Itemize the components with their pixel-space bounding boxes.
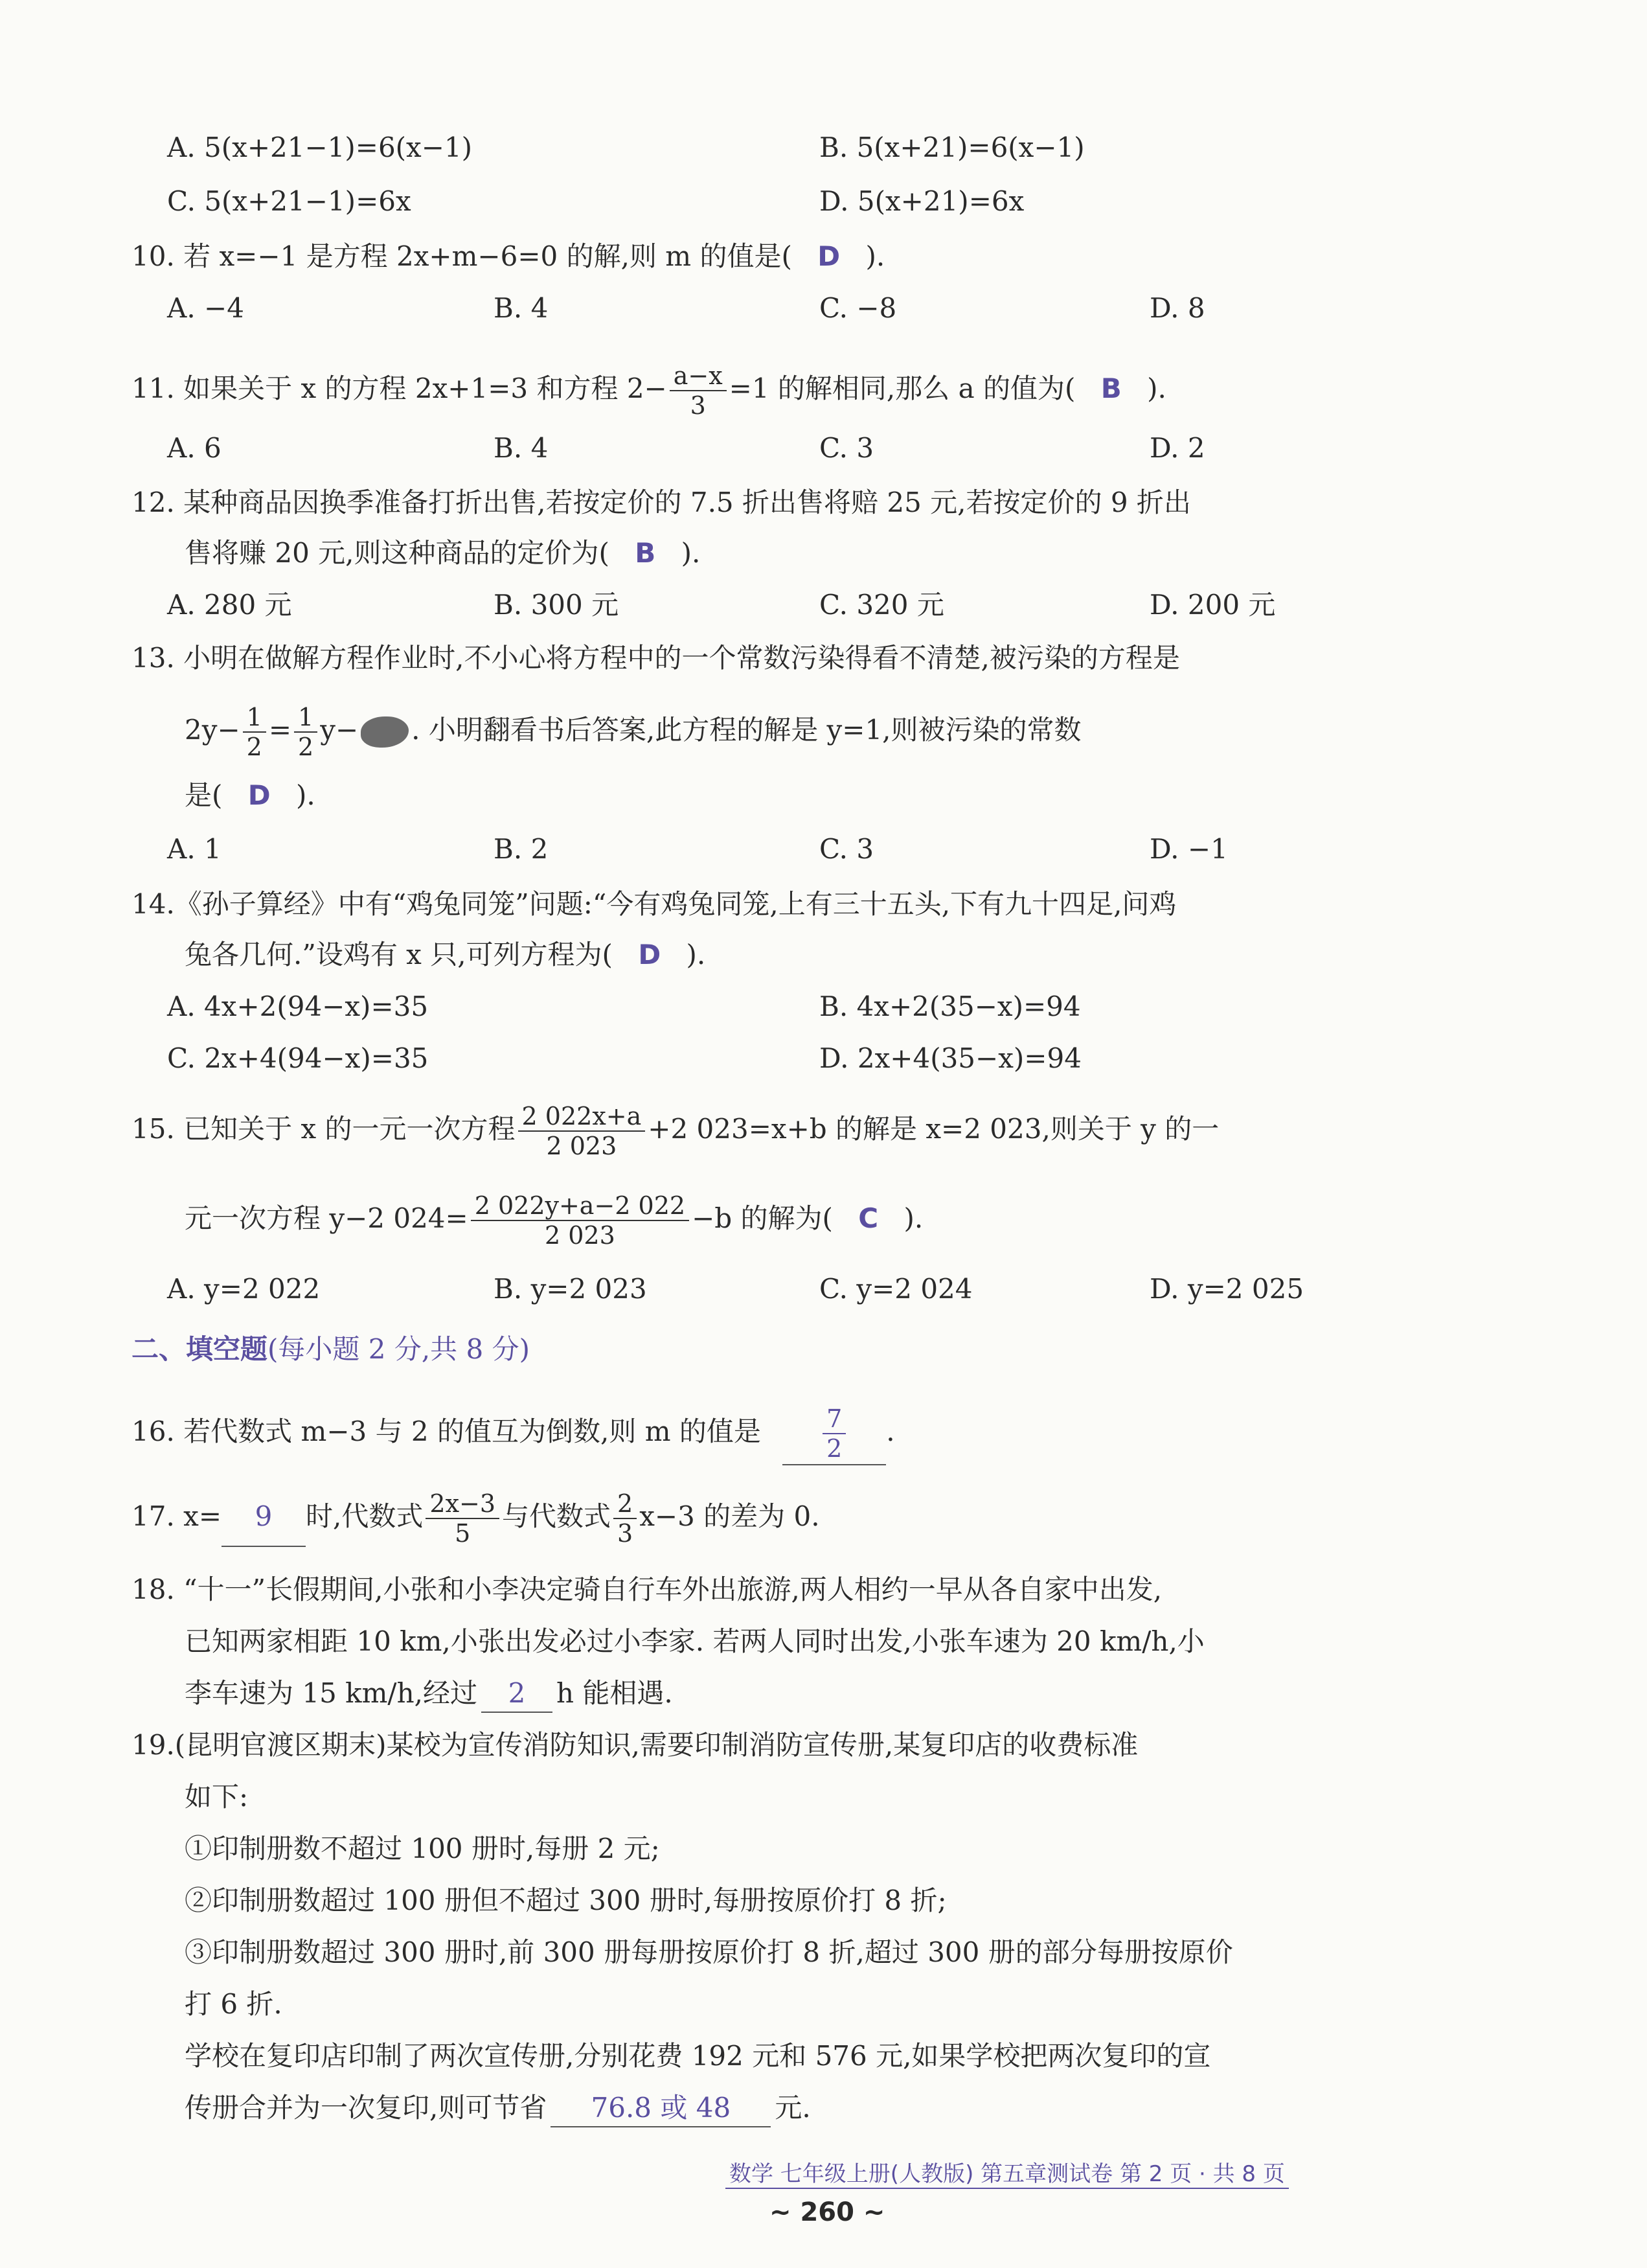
q15-fraction-1 (518, 1102, 646, 1160)
q11-option-b: B. 4 (494, 432, 549, 464)
q10-stem (131, 238, 885, 275)
q9-option-a: A. 5(x+21−1)=6(x−1) (167, 132, 473, 163)
q17-stem (131, 1487, 820, 1548)
q14-close: ). (686, 939, 706, 970)
q17-answer-blank: 9 (221, 1487, 306, 1547)
q19-q2-post: 元. (775, 2092, 811, 2124)
q17-mid: 时,代数式 (306, 1500, 424, 1532)
q10-option-b: B. 4 (494, 292, 549, 324)
section-heading (131, 1331, 530, 1368)
q17-fraction-2 (613, 1489, 637, 1548)
q19-question-line2 (185, 2090, 811, 2127)
q15-line2 (185, 1189, 923, 1250)
q14-option-c: C. 2x+4(94−x)=35 (167, 1042, 429, 1074)
q11-fraction-num: a−x (670, 361, 727, 391)
q12-option-b: B. 300 元 (494, 589, 619, 621)
q15-option-d: D. y=2 025 (1150, 1273, 1304, 1305)
q15-option-c: C. y=2 024 (819, 1273, 973, 1305)
q19-line1: 19.(昆明官渡区期末)某校为宣传消防知识,需要印制消防宣传册,某复印店的收费标准 (131, 1729, 1139, 1761)
q16-answer-blank (782, 1399, 886, 1465)
q12-answer: B (635, 537, 656, 569)
q15-f2-den: 2 023 (544, 1221, 615, 1250)
q13-option-a: A. 1 (167, 833, 221, 865)
q17-f2-den: 3 (617, 1519, 633, 1548)
q13-line1: 13. 小明在做解方程作业时,不小心将方程中的一个常数污染得看不清楚,被污染的方程是 (131, 642, 1180, 674)
q19-question-line1: 学校在复印店印制了两次宣传册,分别花费 192 元和 576 元,如果学校把两次复印的宣 (185, 2040, 1211, 2072)
footer-caption: 数学 七年级上册(人教版) 第五章测试卷 第 2 页 · 共 8 页 (725, 2156, 1289, 2189)
q10-close: ). (865, 240, 885, 272)
q13-f2-num: 1 (294, 703, 317, 733)
q17-f2-num: 2 (613, 1489, 637, 1519)
q13-option-b: B. 2 (494, 833, 549, 865)
q15-close: ). (903, 1202, 924, 1234)
q13-answer: D (247, 779, 271, 811)
q16-stem (131, 1399, 895, 1465)
q18-line3-post: h 能相遇. (556, 1677, 673, 1709)
q9-option-b: B. 5(x+21)=6(x−1) (819, 132, 1085, 163)
q13-close: ). (295, 779, 315, 811)
q15-option-a: A. y=2 022 (167, 1273, 321, 1305)
q9-option-c: C. 5(x+21−1)=6x (167, 185, 411, 217)
q11-stem-post: =1 的解相同,那么 a 的值为( (729, 372, 1076, 404)
section-note: (每小题 2 分,共 8 分) (267, 1333, 530, 1365)
q14-line2-text: 兔各几何.”设鸡有 x 只,可列方程为( (185, 939, 613, 970)
q12-option-c: C. 320 元 (819, 589, 944, 621)
q13-eq-y: y− (320, 714, 359, 746)
q12-line2-text: 售将赚 20 元,则这种商品的定价为( (185, 537, 609, 569)
q15-line2-pre: 元一次方程 y−2 024= (185, 1202, 468, 1234)
q14-line1: 14.《孙子算经》中有“鸡兔同笼”问题:“今有鸡兔同笼,上有三十五头,下有九十四足,问鸡 (131, 888, 1177, 920)
q14-answer: D (638, 939, 661, 970)
q16-answer-fraction (823, 1404, 846, 1463)
q11-fraction (670, 361, 727, 420)
q13-line3-text: 是( (185, 779, 223, 811)
q15-mid: +2 023=x+b 的解是 x=2 023,则关于 y 的一 (648, 1113, 1220, 1145)
q11-answer: B (1100, 372, 1122, 404)
q16-answer-num: 7 (823, 1404, 846, 1434)
q13-eq-post: . 小明翻看书后答案,此方程的解是 y=1,则被污染的常数 (411, 714, 1082, 746)
q11-stem (131, 361, 1166, 420)
q14-option-b: B. 4x+2(35−x)=94 (819, 991, 1081, 1022)
q11-option-c: C. 3 (819, 432, 874, 464)
q10-answer: D (817, 240, 841, 272)
q12-line1: 12. 某种商品因换季准备打折出售,若按定价的 7.5 折出售将赔 25 元,若按定价的 9 折出 (131, 487, 1191, 518)
q17-f1-num: 2x−3 (426, 1489, 499, 1519)
q13-line3 (185, 777, 315, 814)
q15-line2-post: −b 的解为( (692, 1202, 833, 1234)
q12-line2 (185, 535, 700, 571)
ink-stain-icon (361, 716, 409, 748)
q17-pre: 17. x= (131, 1500, 222, 1532)
q19-rule-3a: ③印制册数超过 300 册时,前 300 册每册按原价打 8 折,超过 300 册的部分每册按原价 (185, 1936, 1233, 1968)
q18-line2: 已知两家相距 10 km,小张出发必过小李家. 若两人同时出发,小张车速为 20 km/h,小 (185, 1625, 1205, 1657)
q10-option-a: A. −4 (167, 292, 244, 324)
q15-f1-den: 2 023 (546, 1132, 617, 1160)
q16-answer-den: 2 (826, 1434, 843, 1463)
q19-q2-pre: 传册合并为一次复印,则可节省 (185, 2092, 547, 2124)
q13-option-c: C. 3 (819, 833, 874, 865)
page-number: ~ 260 ~ (769, 2197, 885, 2227)
q12-option-a: A. 280 元 (167, 589, 292, 621)
q15-line1 (131, 1100, 1219, 1160)
q11-option-a: A. 6 (167, 432, 221, 464)
q10-option-d: D. 8 (1150, 292, 1205, 324)
q13-f1-den: 2 (246, 733, 262, 761)
q10-option-c: C. −8 (819, 292, 897, 324)
q17-f1-den: 5 (455, 1519, 471, 1548)
q15-fraction-2 (471, 1191, 689, 1250)
q11-close: ). (1147, 372, 1166, 404)
q13-eq-pre: 2y− (185, 714, 240, 746)
q15-answer: C (858, 1202, 879, 1234)
q13-f1-num: 1 (243, 703, 266, 733)
q18-line3 (185, 1675, 673, 1713)
q13-fraction-2 (294, 703, 317, 761)
q17-mid2: 与代数式 (502, 1500, 611, 1532)
q19-rule-2: ②印制册数超过 100 册但不超过 300 册时,每册按原价打 8 折; (185, 1884, 947, 1916)
q16-close: . (886, 1415, 895, 1447)
q15-f1-num: 2 022x+a (518, 1102, 646, 1132)
q13-fraction-1 (243, 703, 266, 761)
q11-option-d: D. 2 (1150, 432, 1205, 464)
q19-rule-3b: 打 6 折. (185, 1988, 282, 2020)
q19-rule-1: ①印制册数不超过 100 册时,每册 2 元; (185, 1833, 660, 1864)
q10-stem-text: 10. 若 x=−1 是方程 2x+m−6=0 的解,则 m 的值是( (131, 240, 792, 272)
q17-post: x−3 的差为 0. (639, 1500, 820, 1532)
q18-answer-blank: 2 (481, 1675, 552, 1713)
q13-f2-den: 2 (298, 733, 314, 761)
section-title: 二、填空题 (131, 1333, 268, 1365)
q14-line2 (185, 937, 705, 973)
q9-option-d: D. 5(x+21)=6x (819, 185, 1025, 217)
q11-stem-pre: 11. 如果关于 x 的方程 2x+1=3 和方程 2− (131, 372, 667, 404)
q15-pre: 15. 已知关于 x 的一元一次方程 (131, 1113, 516, 1145)
q15-f2-num: 2 022y+a−2 022 (471, 1191, 689, 1221)
q19-answer-blank: 76.8 或 48 (551, 2090, 771, 2127)
q13-eq-mid: = (268, 714, 292, 746)
q16-stem-text: 16. 若代数式 m−3 与 2 的值互为倒数,则 m 的值是 (131, 1415, 761, 1447)
q19-line2: 如下: (185, 1781, 249, 1813)
q12-close: ). (681, 537, 701, 569)
q15-option-b: B. y=2 023 (494, 1273, 647, 1305)
q18-line3-pre: 李车速为 15 km/h,经过 (185, 1677, 477, 1709)
q12-option-d: D. 200 元 (1150, 589, 1276, 621)
q13-equation (185, 701, 1082, 761)
q14-option-a: A. 4x+2(94−x)=35 (167, 991, 429, 1022)
q17-fraction-1 (426, 1489, 499, 1548)
q11-fraction-den: 3 (690, 391, 706, 420)
q18-line1: 18. “十一”长假期间,小张和小李决定骑自行车外出旅游,两人相约一早从各自家中出发, (131, 1574, 1163, 1605)
q13-option-d: D. −1 (1150, 833, 1228, 865)
q14-option-d: D. 2x+4(35−x)=94 (819, 1042, 1082, 1074)
